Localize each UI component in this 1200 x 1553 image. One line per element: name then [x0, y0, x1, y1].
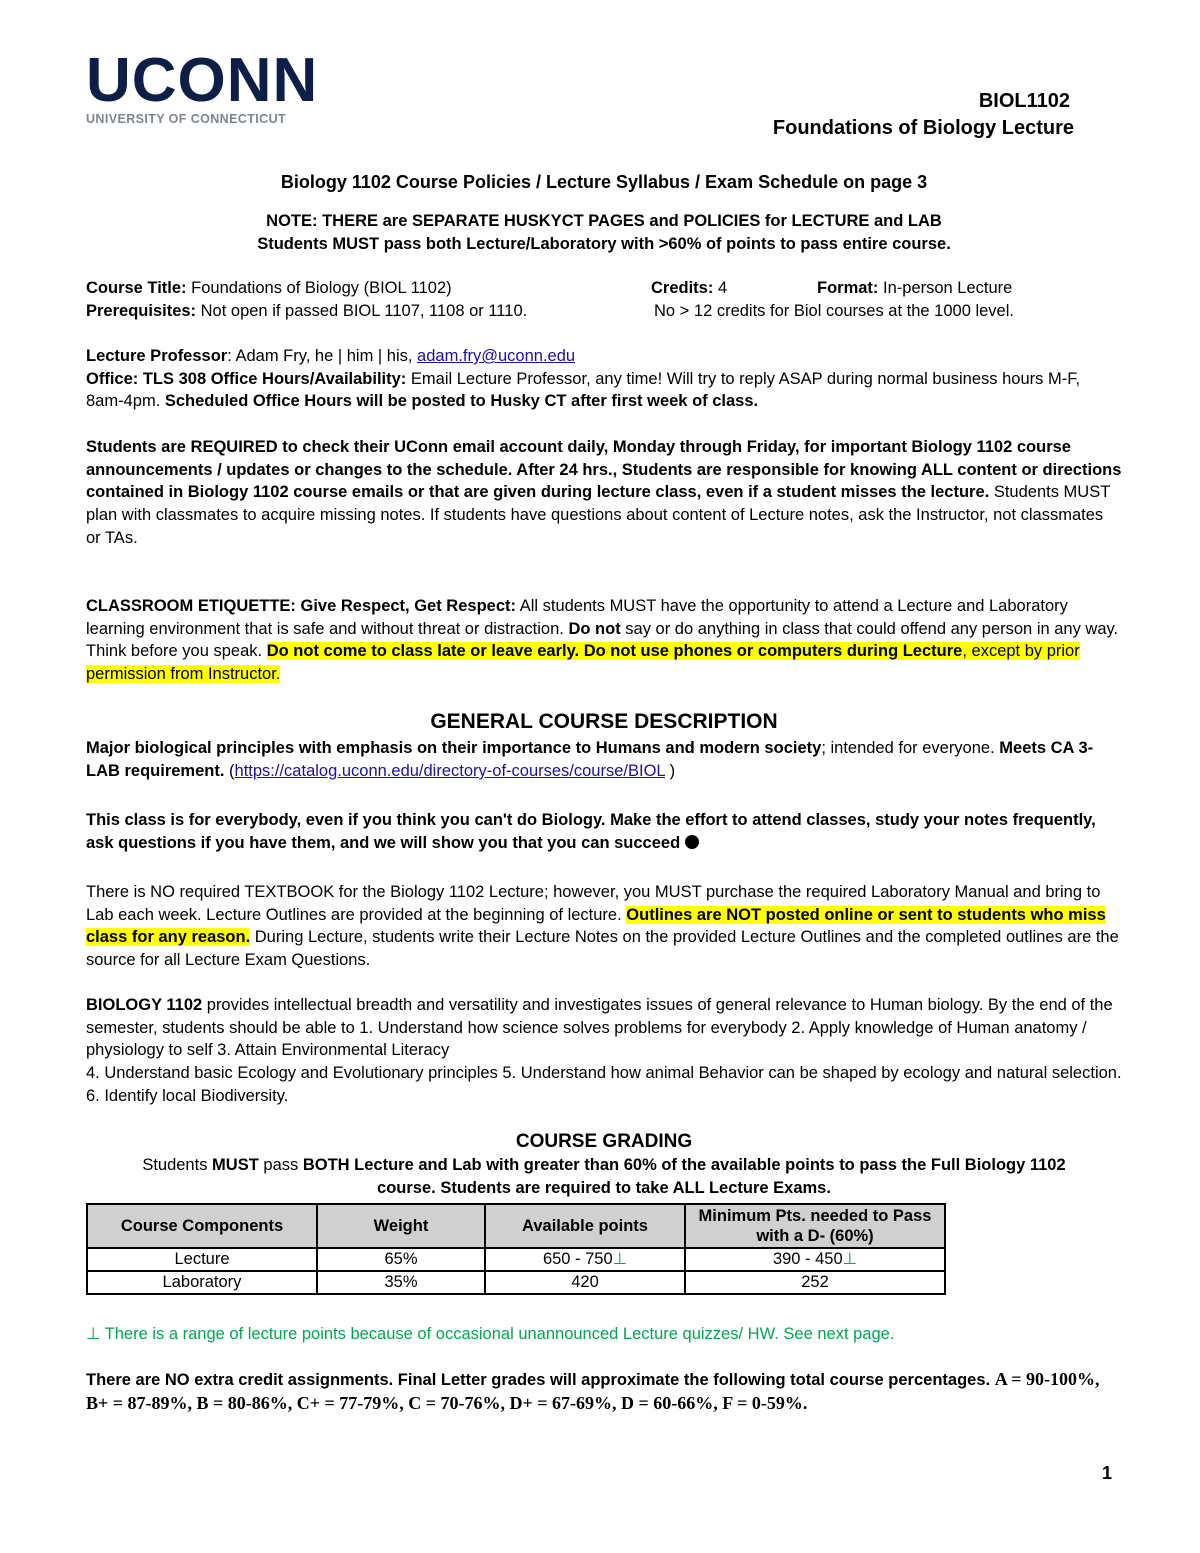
col-weight: Weight	[317, 1204, 485, 1248]
office-label: Office: TLS 308 Office Hours/Availability:	[86, 369, 407, 388]
col-minimum-points: Minimum Pts. needed to Pass with a D- (60%)	[685, 1204, 945, 1248]
format-value: In-person Lecture	[883, 279, 1013, 297]
everybody-paragraph	[86, 809, 1122, 854]
etiquette-leave: or leave early.	[470, 642, 580, 661]
course-name: Foundations of Biology Lecture	[772, 117, 1074, 139]
course-info	[86, 277, 1122, 322]
professor-name: : Adam Fry, he | him | his,	[227, 347, 418, 365]
professor-email-link[interactable]: adam.fry@uconn.edu	[417, 347, 576, 365]
email-policy-bold: Students are REQUIRED to check their UConn email account daily, Monday through Friday, for important Biology 1102 course announcements / updates or changes to the schedule. After 24 hrs., Students are responsible for knowing ALL content or directions contained in Biology 1102 course emails or that are given during lecture class, even if a student misses the lecture.	[86, 438, 1122, 502]
cell-component: Laboratory	[87, 1271, 317, 1294]
grading-table	[86, 1203, 946, 1295]
etiquette-permission: , except by prior permission from Instructor.	[86, 642, 1080, 684]
cell-minimum	[685, 1248, 945, 1271]
uconn-logo	[86, 46, 338, 126]
etiquette-late: Do not come to class late	[266, 642, 466, 661]
general-description-heading: GENERAL COURSE DESCRIPTION	[430, 710, 778, 733]
office-hours-note: Scheduled Office Hours will be posted to Husky CT after first week of class.	[164, 392, 759, 411]
course-title-value: Foundations of Biology (BIOL 1102)	[191, 279, 452, 297]
col-available-points: Available points	[485, 1204, 685, 1248]
general-description: Major biological principles with emphasis on their importance to Humans and modern society; intended for everyone. Meets CA 3-LAB requirement. (https://catalog.uconn.edu/directory-of-courses/course/BIOL )	[86, 739, 1094, 780]
format-label: Format:	[817, 279, 879, 297]
textbook-end: During Lecture, students write their Lecture Notes on the provided Lecture Outlines and the completed outlines are the source for all Lecture Exam Questions.	[86, 928, 1119, 970]
logo-wordmark: UCONN	[86, 46, 319, 115]
course-title-label: Course Title:	[86, 279, 187, 297]
grading-intro-c: pass	[263, 1156, 299, 1174]
email-policy-text: Students MUST plan with classmates to acquire missing notes. If students have questions about content of Lecture notes, ask the Instructor, not classmates or TAs.	[86, 483, 1110, 547]
general-text-1: ; intended for everyone.	[821, 739, 995, 757]
footnote-mark: ⊥	[612, 1250, 628, 1268]
etiquette-text-2: say or do anything in class that could offend any person in any way. Think before you speak.	[86, 619, 1119, 661]
smiley-icon	[685, 835, 699, 849]
cell-minimum: 252	[685, 1271, 945, 1294]
textbook-highlight: Outlines are NOT posted online or sent to students who miss class for any reason.	[86, 905, 1106, 947]
document-subtitle: Biology 1102 Course Policies / Lecture Syllabus / Exam Schedule on page 3	[280, 172, 928, 192]
grading-intro-d: BOTH Lecture and Lab with greater than 60% of the available points to pass the Full Biology 1102 course. Students are required to take ALL Lecture Exams.	[302, 1156, 1066, 1197]
cell-weight: 35%	[317, 1271, 485, 1294]
professor-info	[86, 345, 1122, 413]
email-policy	[86, 436, 1122, 550]
extra-credit-note: There are NO extra credit assignments. Final Letter grades will approximate the following total course percentages.	[86, 1371, 991, 1389]
cell-component: Lecture	[87, 1248, 317, 1271]
prereq-label: Prerequisites:	[86, 301, 197, 320]
page-number: 1	[1101, 1463, 1112, 1483]
everybody-text: This class is for everybody, even if you think you can't do Biology. Make the effort to attend classes, study your notes frequently, ask questions if you have them, and we will show you that you can succeed	[86, 811, 1096, 852]
cell-available-value: 650 - 750	[542, 1250, 613, 1268]
cell-available: 420	[485, 1271, 685, 1294]
cell-minimum-value: 390 - 450	[772, 1250, 843, 1268]
grading-footnote: ⊥ There is a range of lecture points because of occasional unannounced Lecture quizzes/ HW. See next page.	[86, 1325, 895, 1343]
course-code: BIOL1102	[978, 90, 1070, 112]
textbook-paragraph	[86, 881, 1122, 972]
note-line-2: Students MUST pass both Lecture/Laboratory with >60% of points to pass entire course.	[257, 234, 951, 253]
grade-scale	[86, 1368, 1122, 1415]
grade-scale-values: A = 90-100%, B+ = 87-89%, B = 80-86%, C+ = 77-79%, C = 70-76%, D+ = 67-69%, D = 60-66%, F = 0-59%.	[86, 1369, 1100, 1413]
credits-value: 4	[717, 279, 728, 297]
col-course-components: Course Components	[87, 1204, 317, 1248]
footnote-mark: ⊥	[842, 1250, 858, 1268]
etiquette-text-1: All students MUST have the opportunity to attend a Lecture and Laboratory learning environment that is safe and without threat or distraction.	[86, 597, 1068, 638]
general-bold-2: Meets CA 3-LAB requirement.	[86, 739, 1094, 780]
textbook-text: There is NO required TEXTBOOK for the Biology 1102 Lecture; however, you MUST purchase the required Laboratory Manual and bring to Lab each week. Lecture Outlines are provided at the beginning of lecture.	[86, 883, 1101, 924]
note-block	[86, 210, 1122, 255]
professor-label: Lecture Professor	[86, 347, 228, 365]
biology-outcomes	[86, 994, 1122, 1108]
prereq-value: Not open if passed BIOL 1107, 1108 or 1110.	[200, 301, 528, 320]
general-bold-1: Major biological principles with emphasis on their importance to Humans and modern society	[86, 739, 822, 757]
catalog-link[interactable]: https://catalog.uconn.edu/directory-of-courses/course/BIOL	[234, 761, 665, 780]
biology-text: provides intellectual breadth and versatility and investigates issues of general relevance to Human biology. By the end of the semester, students should be able to 1. Understand how science solves problems for everybody 2. Apply knowledge of Human anatomy / physiology to self 3. Attain Environmental Literacy	[86, 996, 1113, 1060]
cell-weight: 65%	[317, 1248, 485, 1271]
biology-label: BIOLOGY 1102	[86, 996, 203, 1014]
etiquette-do-not: Do not	[568, 619, 621, 638]
prereq-extra: No > 12 credits for Biol courses at the 1000 level.	[654, 301, 1014, 320]
etiquette-label: CLASSROOM ETIQUETTE: Give Respect, Get Respect:	[86, 597, 516, 615]
course-grading-heading: COURSE GRADING	[515, 1131, 693, 1152]
grading-intro-a: Students	[142, 1156, 208, 1174]
note-line-1: NOTE: THERE are SEPARATE HUSKYCT PAGES and POLICIES for LECTURE and LAB	[266, 212, 942, 230]
table-row	[87, 1271, 945, 1294]
cell-available	[485, 1248, 685, 1271]
table-row	[87, 1248, 945, 1271]
classroom-etiquette	[86, 595, 1122, 686]
credits-label: Credits:	[651, 279, 714, 297]
grading-intro-b: MUST	[212, 1156, 259, 1174]
logo-subtitle: UNIVERSITY OF CONNECTICUT	[86, 112, 287, 126]
grading-table-header-row	[87, 1204, 945, 1248]
grading-intro	[86, 1154, 1122, 1199]
office-text: Email Lecture Professor, any time! Will try to reply ASAP during normal business hours M-F, 8am-4pm.	[86, 369, 1081, 411]
biology-text-2: 4. Understand basic Ecology and Evolutionary principles 5. Understand how animal Behavior can be shaped by ecology and natural selection. 6. Identify local Biodiversity.	[86, 1064, 1122, 1105]
etiquette-phones: Do not use phones or computers during Lecture	[583, 642, 963, 661]
